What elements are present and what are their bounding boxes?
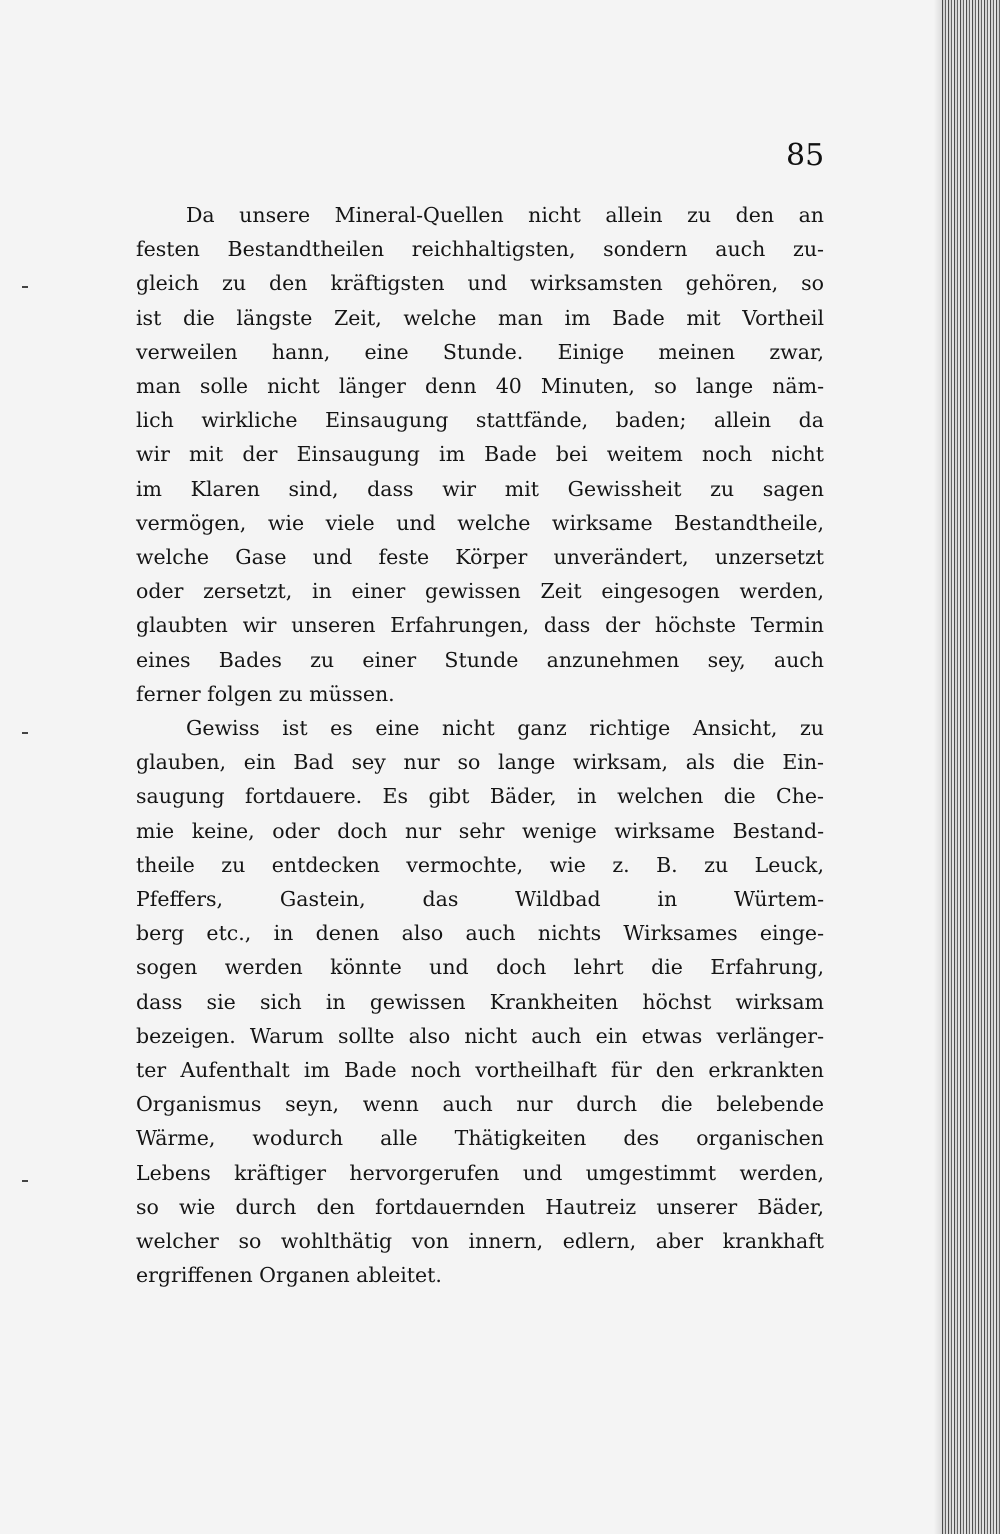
text-line: man solle nicht länger denn 40 Minuten, so lange näm- <box>136 374 824 399</box>
text-line: wir mit der Einsaugung im Bade bei weitem noch nicht <box>136 442 824 467</box>
text-line: glauben, ein Bad sey nur so lange wirksam, als die Ein- <box>136 750 824 775</box>
text-line: saugung fortdauere. Es gibt Bäder, in welchen die Che- <box>136 784 824 809</box>
text-line: vermögen, wie viele und welche wirksame Bestandtheile, <box>136 510 824 535</box>
paragraph-1 <box>136 198 824 711</box>
text-line: ist die längste Zeit, welche man im Bade mit Vortheil <box>136 305 824 330</box>
text-line: Lebens kräftiger hervorgerufen und umgestimmt werden, <box>136 1160 824 1185</box>
page-number: 85 <box>786 138 825 173</box>
text-line: dass sie sich in gewissen Krankheiten höchst wirksam <box>136 989 824 1014</box>
margin-mark <box>22 1180 28 1182</box>
text-line: im Klaren sind, dass wir mit Gewissheit zu sagen <box>136 476 824 501</box>
text-line: glaubten wir unseren Erfahrungen, dass der höchste Termin <box>136 613 824 638</box>
text-line: sogen werden könnte und doch lehrt die Erfahrung, <box>136 955 824 980</box>
text-line: oder zersetzt, in einer gewissen Zeit eingesogen werden, <box>136 579 824 604</box>
text-line: ferner folgen zu müssen. <box>136 681 395 706</box>
paragraph-2 <box>136 711 824 1292</box>
text-line: festen Bestandtheilen reichhaltigsten, sondern auch zu- <box>136 237 824 262</box>
text-line: ter Aufenthalt im Bade noch vortheilhaft für den erkrankten <box>136 1058 824 1083</box>
text-line: bezeigen. Warum sollte also nicht auch ein etwas verlänger- <box>136 1023 824 1048</box>
text-line: theile zu entdecken vermochte, wie z. B. zu Leuck, <box>136 852 824 877</box>
text-line: gleich zu den kräftigsten und wirksamsten gehören, so <box>136 271 824 296</box>
text-line: welcher so wohlthätig von innern, edlern, aber krankhaft <box>136 1229 824 1254</box>
text-line: Pfeffers, Gastein, das Wildbad in Würtem- <box>136 887 824 912</box>
text-line: Wärme, wodurch alle Thätigkeiten des organischen <box>136 1126 824 1151</box>
text-line: berg etc., in denen also auch nichts Wirksames einge- <box>136 921 824 946</box>
text-line: Gewiss ist es eine nicht ganz richtige Ansicht, zu <box>186 716 824 741</box>
body-text <box>136 198 824 1293</box>
margin-mark <box>22 286 28 288</box>
text-line: ergriffenen Organen ableitet. <box>136 1263 442 1288</box>
margin-mark <box>22 732 28 734</box>
text-line: Organismus seyn, wenn auch nur durch die belebende <box>136 1092 824 1117</box>
text-line: mie keine, oder doch nur sehr wenige wirksame Bestand- <box>136 818 824 843</box>
text-line: eines Bades zu einer Stunde anzunehmen sey, auch <box>136 647 824 672</box>
text-line: verweilen hann, eine Stunde. Einige meinen zwar, <box>136 339 824 364</box>
page-stack-edge <box>942 0 1000 1534</box>
text-line: so wie durch den fortdauernden Hautreiz unserer Bäder, <box>136 1194 824 1219</box>
text-line: Da unsere Mineral-Quellen nicht allein zu den an <box>186 203 824 227</box>
text-line: welche Gase und feste Körper unverändert, unzersetzt <box>136 545 824 570</box>
text-line: lich wirkliche Einsaugung stattfände, baden; allein da <box>136 408 824 433</box>
